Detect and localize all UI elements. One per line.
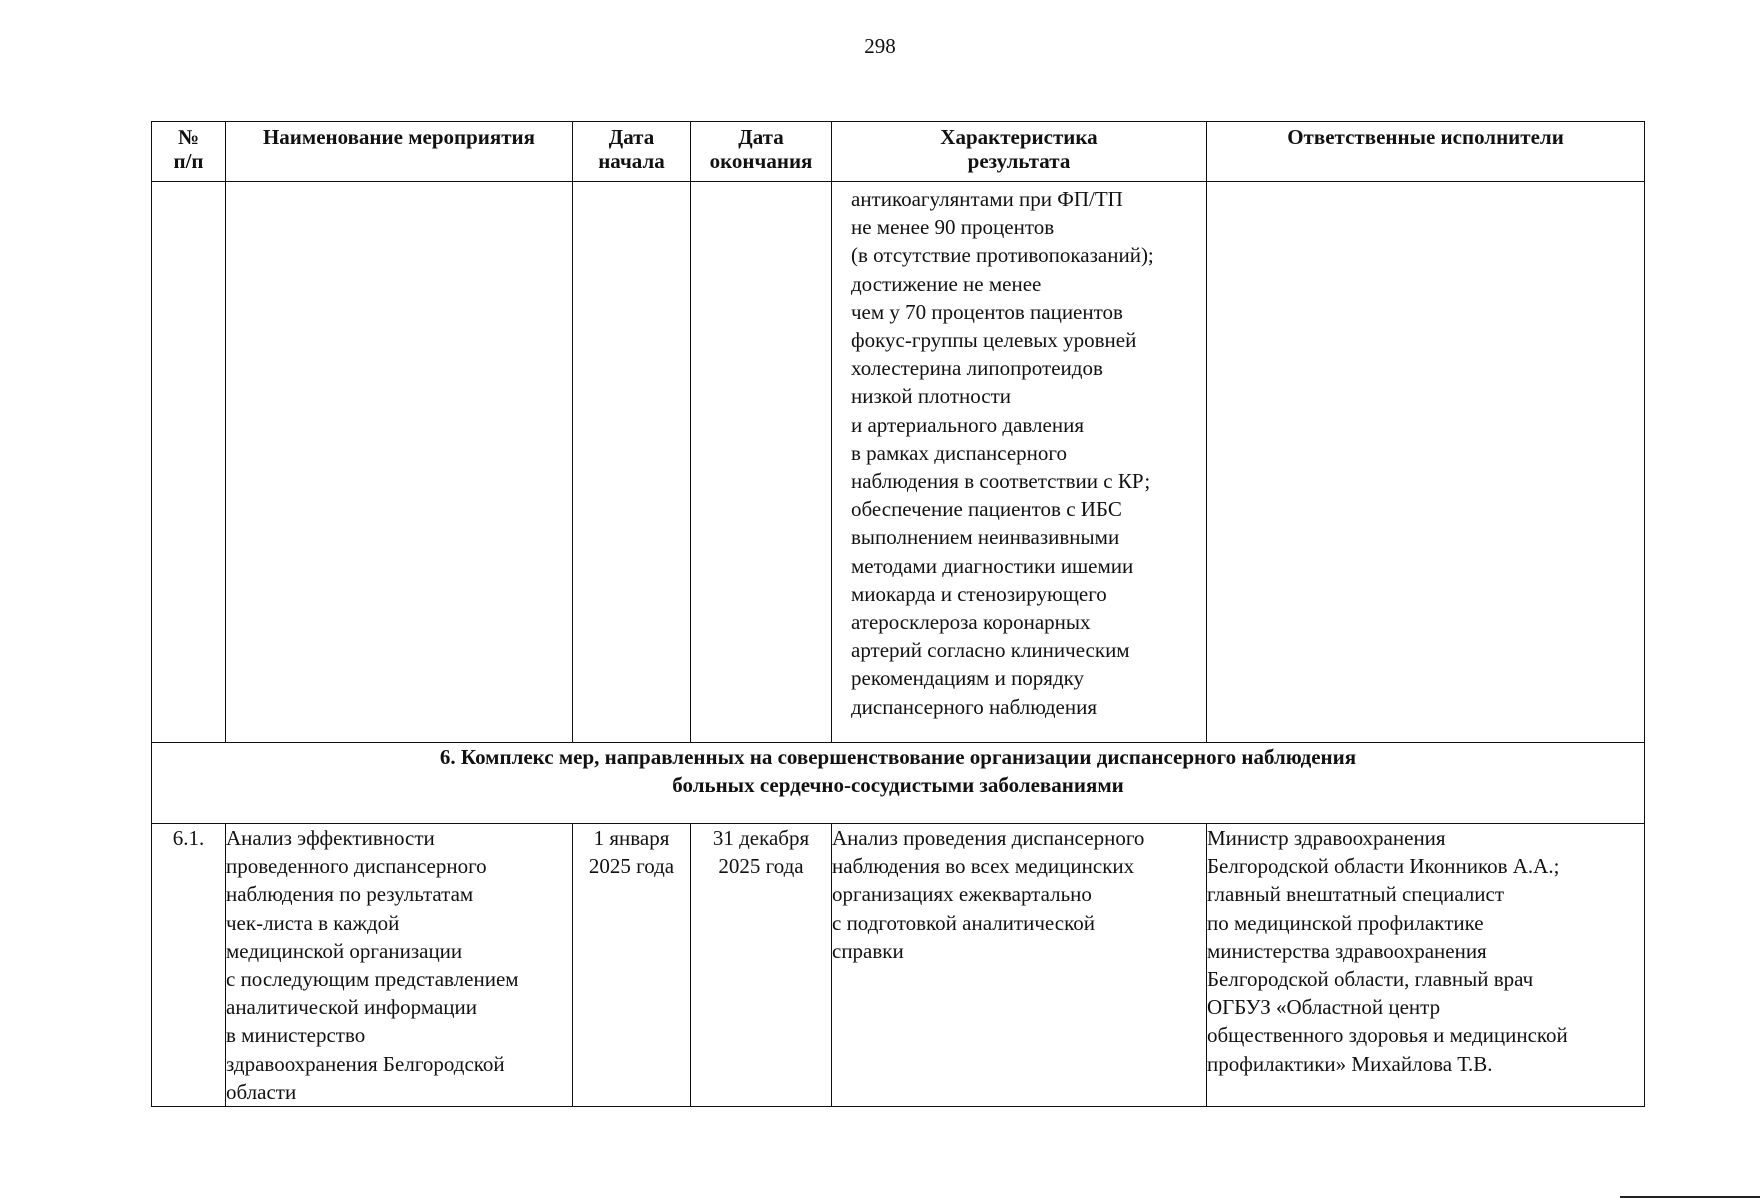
table-row-continuation — [152, 182, 1645, 743]
page-number: 298 — [864, 34, 896, 58]
cell-number: 6.1. — [152, 824, 226, 1107]
table-row — [152, 824, 1645, 1107]
table-header-row — [152, 122, 1645, 182]
section-heading-row — [152, 743, 1645, 824]
header-responsible: Ответственные исполнители — [1207, 122, 1645, 182]
section-title: 6. Комплекс мер, направленных на совершенствование организации диспансерного наблюдения больных сердечно-сосудистыми заболеваниями — [152, 743, 1645, 824]
cell-responsible — [1207, 182, 1645, 743]
cell-start-date — [573, 182, 691, 743]
header-start-date: Дата начала — [573, 122, 691, 182]
scan-edge-line — [1620, 1196, 1760, 1198]
action-plan-table — [151, 121, 1645, 1107]
cell-end-date — [691, 182, 832, 743]
header-event-name: Наименование мероприятия — [226, 122, 573, 182]
cell-number — [152, 182, 226, 743]
cell-result: антикоагулянтами при ФП/ТП не менее 90 процентов (в отсутствие противопоказаний); достижение не менее чем у 70 процентов пациентов фокус-группы целевых уровней холестерина липопротеидов низкой плотности и артериального давления в рамках диспансерного наблюдения в соответствии с КР; обеспечение пациентов с ИБС выполнением неинвазивными методами диагностики ишемии миокарда и стенозирующего атеросклероза коронарных артерий согласно клиническим рекомендациям и порядку диспансерного наблюдения — [832, 182, 1207, 743]
header-number: № п/п — [152, 122, 226, 182]
cell-event-name — [226, 182, 573, 743]
cell-end-date: 31 декабря 2025 года — [691, 824, 832, 1107]
cell-event-name: Анализ эффективности проведенного диспансерного наблюдения по результатам чек-листа в каждой медицинской организации с последующим представлением аналитической информации в министерство здравоохранения Белгородской области — [226, 824, 573, 1107]
header-end-date: Дата окончания — [691, 122, 832, 182]
header-result: Характеристика результата — [832, 122, 1207, 182]
cell-start-date: 1 января 2025 года — [573, 824, 691, 1107]
cell-result: Анализ проведения диспансерного наблюдения во всех медицинских организациях ежеквартально с подготовкой аналитической справки — [832, 824, 1207, 1107]
cell-responsible: Министр здравоохранения Белгородской области Иконников А.А.; главный внештатный специалист по медицинской профилактике министерства здравоохранения Белгородской области, главный врач ОГБУЗ «Областной центр общественного здоровья и медицинской профилактики» Михайлова Т.В. — [1207, 824, 1645, 1107]
